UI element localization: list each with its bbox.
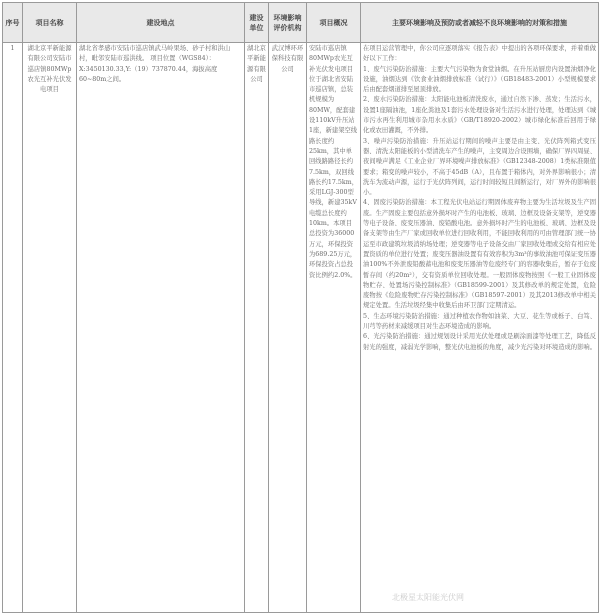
- header-measures: 主要环境影响及预防或者减轻不良环境影响的对策和措施: [361, 3, 599, 43]
- measure-light-pollution: 6、光污染防治措施：通过规划设计采用光伏处理或是刷涂面漆等处理工艺，降低反射光的强度，减弱光学影响，整光伏电池板的角度，减少光污染对环境造成的影响。: [363, 333, 596, 351]
- row-measures: [361, 43, 599, 613]
- row-no: 1: [3, 43, 23, 613]
- measure-ecology: 5、生态环境污染防治措施：通过种植农作物如油菜、大豆、花生等或栎子、白笃、川芎等药材来减缓项目对生态环境造成的影响。: [363, 312, 596, 331]
- header-site: 建设地点: [77, 3, 245, 43]
- table-row: [3, 43, 599, 613]
- measure-intro: 在项目运营管理中，你公司应逐项落实《报告表》中提出的各项环保要求，并着重做好以下工作：: [363, 45, 596, 63]
- measure-solid-waste: 4、固废污染防治措施：本工程光伏电站运行期固体废弃物主要为生活垃圾及生产固废。生产固废主要包括意外损坏时产生的电池板、玻璃、边框及设备支架等，逆变器等电子设备、废变压器油、废铅酸电池。意外损坏时产生的电池板、玻璃、边框及设备支架等由生产厂家或回收单位进行回收利用，不能回收利用的可由管理部门统一协运至市政建筑垃圾消纳场处理；逆变器等电子设备交由厂家回收处理或交给有相应处置资质的单位进行处置；废变压器油设置有有效容积为3m³的事故油池可保证变压器油100%不外泄废铅酸蓄电池和废变压器油等危废经专门的容器收集后，暂存于危废暂存间（约20m²），交有资质单位回收处理。一般固体废物按照《一般工业固体废物贮存、处置场污染控制标准》（GB18599-2001）及其修改单的规定处置，危险废物按《危险废物贮存污染控制标准》（GB18597-2001）及其2013修改单中相关规定处置。生活垃圾经集中收集后由环卫部门定期清运。: [363, 199, 596, 310]
- approval-table: [2, 2, 599, 613]
- row-eia-agency: 武汉博环环保科技有限公司: [269, 43, 307, 613]
- row-unit: 湖北京平新能源有限公司: [245, 43, 269, 613]
- row-site: 湖北省孝感市安陆市巡店镇武马岭果场、砂子村和洪山村，毗邻安陆市巡洪线。 项目位置（WGS84）：X:3450130.33,Y:（19）737870.44，海拔高度60~80m之间。: [77, 43, 245, 613]
- measure-exhaust: 1、废气污染防治措施：主要大气污染物为食堂油烟。在升压站厨房内设置油烟净化设施，油烟达到《饮食业油烟排放标准（试行）》（GB18483-2001）小型规模要求后由配套烟道排至屋顶排放。: [363, 65, 596, 94]
- row-project-name: 湖北京平新能源有限公司安陆市巡店镇80MWp农光互补光伏发电项目: [23, 43, 77, 613]
- measure-noise: 3、噪声污染防治措施：升压站运行期间的噪声主要是由主变、光伏阵列箱式变压器、清洗太阳能板的小型清洗车产生的噪声，主变周边合设围墙，确保厂界四周昼、夜间噪声满足《工业企业厂界环境噪声排放标准》（GB12348-2008）1类标准限值要求；箱变的噪声较小，不高于45dB（A），且布置于箱体内，对外界影响很小；清洗车为流动声源，运行于光伏阵列间，运行时间较短且间断运行，对厂界外的影响很小。: [363, 137, 596, 197]
- header-row: [3, 3, 599, 43]
- header-project-name: 项目名称: [23, 3, 77, 43]
- header-overview: 项目概况: [307, 3, 361, 43]
- header-eia-agency: 环境影响评价机构: [269, 3, 307, 43]
- watermark: 北极星太阳能光伏网: [392, 593, 464, 602]
- measure-wastewater: 2、废水污染防治措施：太阳能电池板清洗废水，通过自然下渗、蒸发；生活污水，设置1座隔油池，1座化粪池及1套污水处理设备对生活污水进行处理，处理达到《城市污水再生利用城市杂用水水质》（GB/T18920-2002）城市绿化标准后回用于绿化或农田灌溉，不外排。: [363, 96, 596, 135]
- row-overview: 安陆市巡店镇80MWp农光互补光伏发电项目位于湖北省安陆市巡店镇，总装机规模为80MW，配套建设110kV升压站1座，新建架空线路长度约25km，其中单回线路路径长约7.5km，双回线路长约17.5km，采用LGJ-300型导线，新建35kV电缆总长度约10km。本项目总投资为36000万元，环保投资为689.25万元，环保投资占总投资比例约2.0%。: [307, 43, 361, 613]
- header-unit: 建设单位: [245, 3, 269, 43]
- header-no: 序号: [3, 3, 23, 43]
